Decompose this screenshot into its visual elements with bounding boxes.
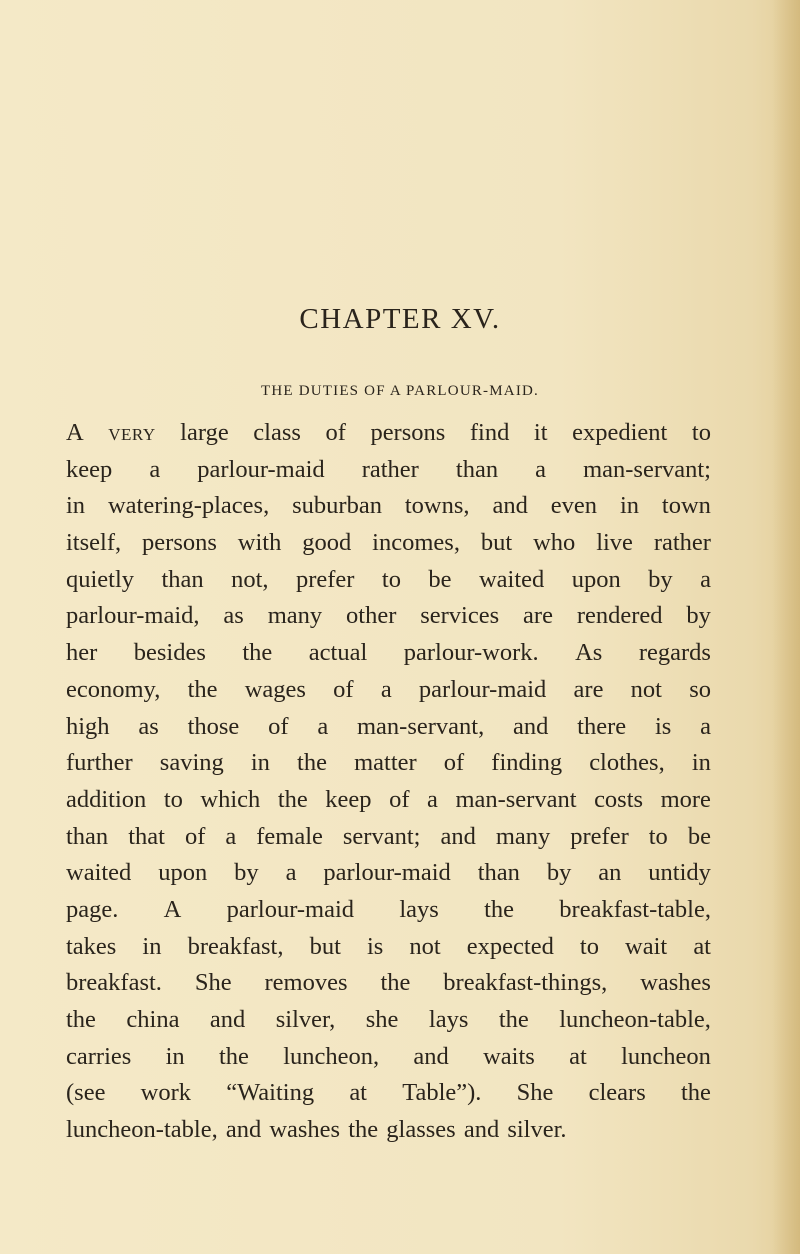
text-line: the china and silver, she lays the luncheon-table, xyxy=(66,1006,711,1033)
chapter-title: CHAPTER XV. xyxy=(299,303,501,335)
text-line: in watering-places, suburban towns, and even in town xyxy=(66,492,711,520)
text-line: carries in the luncheon, and waits at luncheon xyxy=(66,1042,711,1070)
text-line: luncheon-table, and washes the glasses and silver. xyxy=(66,1116,567,1144)
text-line: breakfast. She removes the breakfast-things, washes xyxy=(66,969,711,997)
text-line: further saving in the matter of finding clothes, in xyxy=(66,749,711,777)
text-line: parlour-maid, as many other services are rendered by xyxy=(66,602,711,630)
text-line: than that of a female servant; and many prefer to be xyxy=(66,822,711,850)
text-line: takes in breakfast, but is not expected to wait at xyxy=(66,932,711,960)
text-line: keep a parlour-maid rather than a man-servant; xyxy=(66,455,711,483)
text-line: quietly than not, prefer to be waited upon by a xyxy=(66,565,711,593)
text-line: high as those of a man-servant, and there is a xyxy=(66,712,711,740)
text-line: itself, persons with good incomes, but who live rather xyxy=(66,529,711,557)
page-edge-shadow xyxy=(772,0,800,1254)
text-line: A very large class of persons find it expedient to xyxy=(66,419,711,446)
text-line: page. A parlour-maid lays the breakfast-table, xyxy=(66,895,711,923)
body-paragraph xyxy=(66,415,711,1149)
text-line: addition to which the keep of a man-servant costs more xyxy=(66,785,711,813)
section-title: THE DUTIES OF A PARLOUR-MAID. xyxy=(260,383,539,399)
text-line: economy, the wages of a parlour-maid are not so xyxy=(66,675,711,703)
text-line: (see work “Waiting at Table”). She clears the xyxy=(66,1079,711,1107)
text-line: her besides the actual parlour-work. As regards xyxy=(66,639,711,667)
text-line: waited upon by a parlour-maid than by an untidy xyxy=(66,859,711,887)
